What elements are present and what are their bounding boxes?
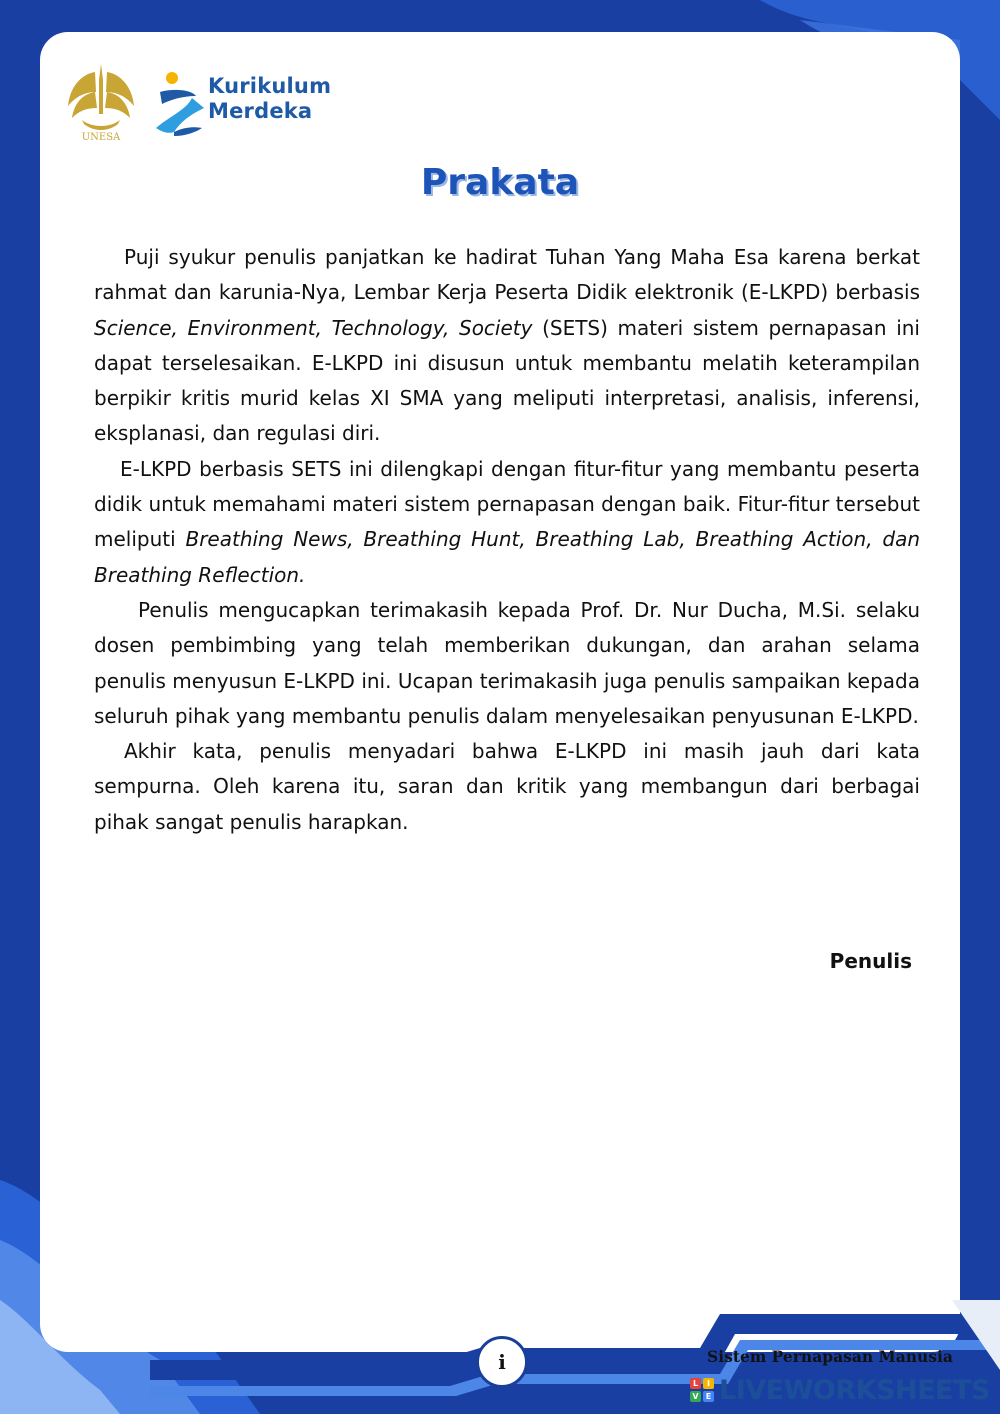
paragraph-text: Akhir kata, penulis menyadari bahwa E-LKPD ini masih jauh dari kata sempurna. Oleh karena itu, saran dan kritik yang membangun dari berbagai pihak sangat penulis harapkan. <box>94 739 920 834</box>
paragraph-text: E-LKPD berbasis SETS ini dilengkapi dengan fitur-fitur yang membantu peserta didik untuk memahami materi sistem pernapasan dengan baik. Fitur-fitur tersebut meliputi <box>94 456 920 552</box>
kurikulum-merdeka-wordmark <box>208 74 331 124</box>
lw-letter: L <box>690 1378 701 1389</box>
lw-letter: V <box>690 1391 701 1402</box>
paragraph-text-italic: Breathing News, Breathing Hunt, Breathing Lab, Breathing Action, dan Breathing Reflection. <box>94 527 920 587</box>
footer-document-title: Sistem Pernapasan Manusia <box>707 1347 953 1366</box>
paragraph-text-italic: Science, Environment, Technology, Society <box>94 315 533 340</box>
lw-letter: E <box>703 1391 714 1402</box>
paragraph <box>94 452 920 593</box>
paragraph <box>94 734 920 840</box>
liveworksheets-icon <box>690 1378 714 1402</box>
paragraph-text: Penulis mengucapkan terimakasih kepada Prof. Dr. Nur Ducha, M.Si. selaku dosen pembimbing yang telah memberikan dukungan, dan arahan selama penulis menyusun E-LKPD ini. Ucapan terimakasih juga penulis sampaikan kepada seluruh pihak yang membantu penulis dalam menyelesaikan penyusunan E-LKPD. <box>94 597 920 728</box>
paragraph <box>94 240 920 452</box>
paragraph-text: Puji syukur penulis panjatkan ke hadirat Tuhan Yang Maha Esa karena berkat rahmat dan karunia-Nya, Lembar Kerja Peserta Didik elektronik (E-LKPD) berbasis <box>94 245 920 305</box>
liveworksheets-watermark <box>690 1372 990 1408</box>
paragraph-text: (SETS) materi sistem pernapasan ini dapat terselesaikan. E-LKPD ini disusun untuk membantu melatih keterampilan berpikir kritis murid kelas XI SMA yang meliputi interpretasi, analisis, inferensi, eksplanasi, dan regulasi diri. <box>94 315 920 446</box>
preface-body <box>94 240 920 840</box>
unesa-logo <box>62 62 140 144</box>
kurikulum-text: Kurikulum <box>208 74 332 98</box>
signature: Penulis <box>829 949 912 973</box>
liveworksheets-text: LIVEWORKSHEETS <box>719 1374 990 1406</box>
lw-letter: I <box>703 1378 714 1389</box>
page-title: Prakata <box>420 162 580 203</box>
unesa-logo-text: UNESA <box>81 132 121 143</box>
merdeka-text: Merdeka <box>208 99 313 123</box>
page-number: i <box>476 1336 528 1388</box>
paragraph <box>94 593 920 734</box>
